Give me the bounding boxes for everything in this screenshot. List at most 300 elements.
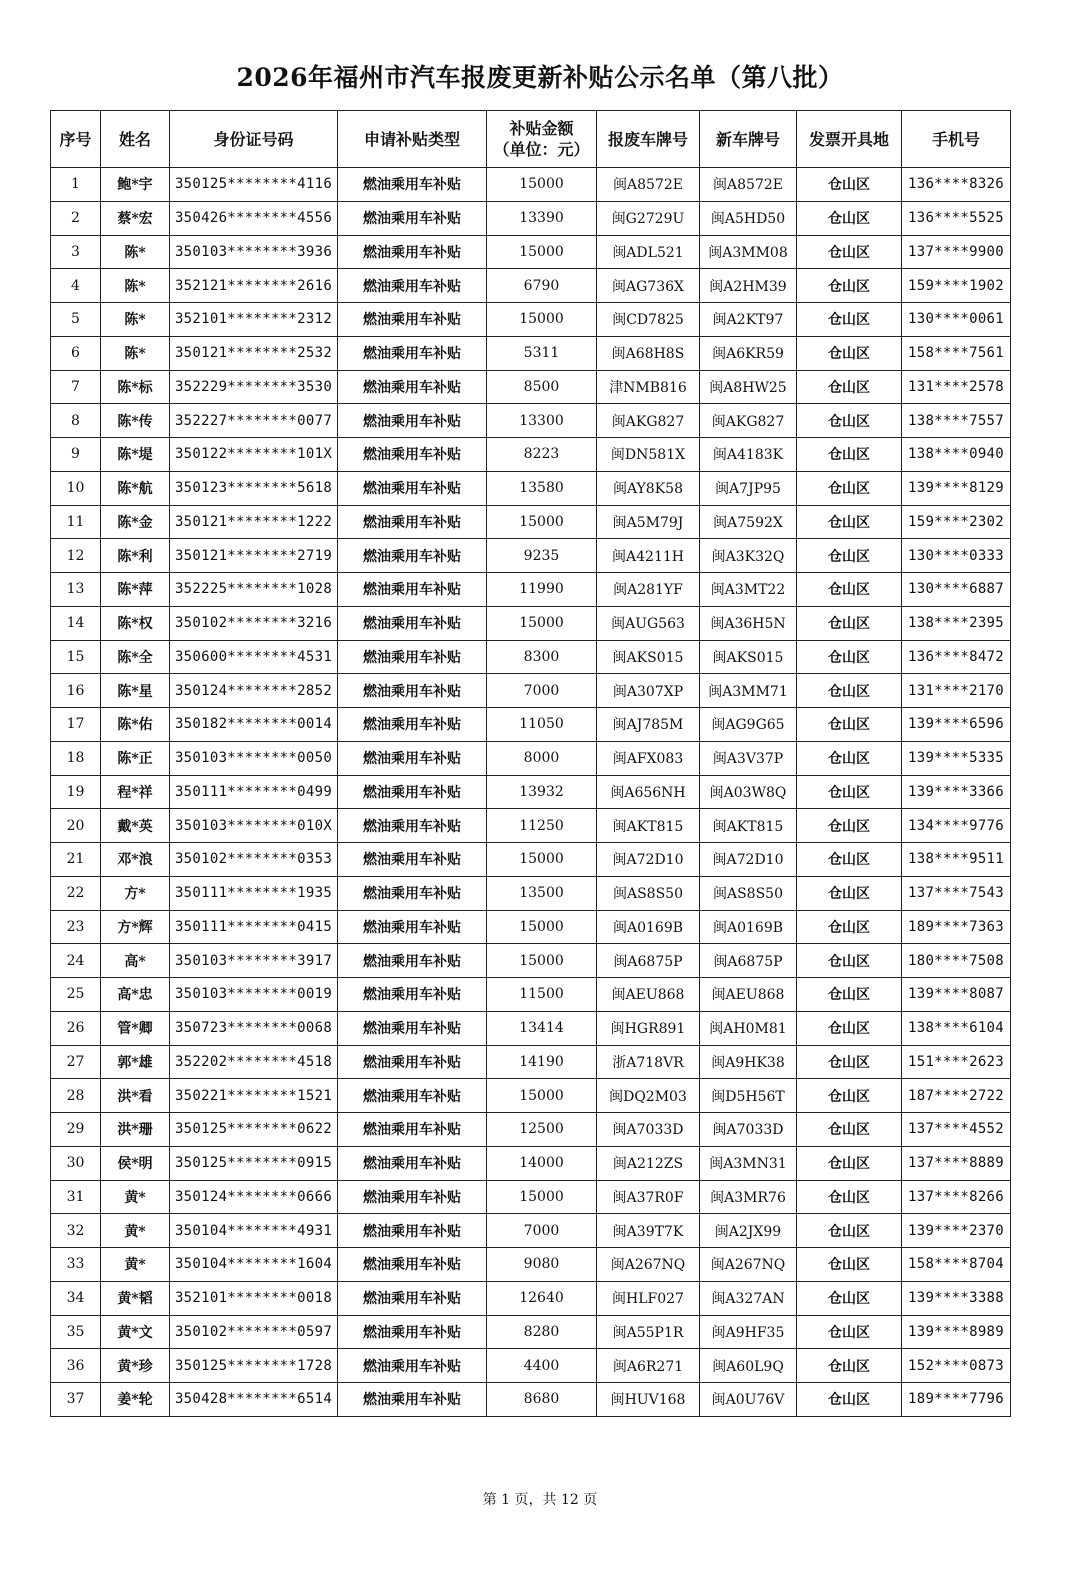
- old-plate-cell: 闽AG736X: [597, 269, 700, 303]
- phone-cell: 139****5335: [902, 741, 1011, 775]
- new-plate-cell: 闽A2JX99: [700, 1214, 797, 1248]
- name-cell: 陈*传: [101, 404, 170, 438]
- new-plate-cell: 闽A9HK38: [700, 1045, 797, 1079]
- old-plate-cell: 闽A55P1R: [597, 1315, 700, 1349]
- subsidy-type-cell: 燃油乘用车补贴: [338, 235, 487, 269]
- invoice-place-cell: 仓山区: [797, 471, 902, 505]
- subsidy-type-cell: 燃油乘用车补贴: [338, 1045, 487, 1079]
- amount-cell: 6790: [487, 269, 597, 303]
- old-plate-cell: 闽AUG563: [597, 606, 700, 640]
- invoice-place-cell: 仓山区: [797, 809, 902, 843]
- amount-cell: 8500: [487, 370, 597, 404]
- phone-cell: 136****8472: [902, 640, 1011, 674]
- old-plate-cell: 闽A5M79J: [597, 505, 700, 539]
- table-row: [51, 809, 1011, 843]
- name-cell: 邓*浪: [101, 843, 170, 877]
- new-plate-cell: 闽A0169B: [700, 910, 797, 944]
- name-cell: 侯*明: [101, 1146, 170, 1180]
- phone-cell: 130****0333: [902, 539, 1011, 573]
- subsidy-type-cell: 燃油乘用车补贴: [338, 606, 487, 640]
- id-number-cell: 350104********1604: [170, 1248, 338, 1282]
- amount-cell: 8000: [487, 741, 597, 775]
- new-plate-cell: 闽AS8S50: [700, 876, 797, 910]
- seq-cell: 29: [51, 1113, 101, 1147]
- table-row: [51, 944, 1011, 978]
- phone-cell: 130****0061: [902, 303, 1011, 337]
- header-invoice-place: 发票开具地: [797, 111, 902, 168]
- table-header-row: [51, 111, 1011, 168]
- table-row: [51, 1180, 1011, 1214]
- new-plate-cell: 闽A267NQ: [700, 1248, 797, 1282]
- table-row: [51, 471, 1011, 505]
- header-phone: 手机号: [902, 111, 1011, 168]
- phone-cell: 139****6596: [902, 708, 1011, 742]
- phone-cell: 134****9776: [902, 809, 1011, 843]
- seq-cell: 35: [51, 1315, 101, 1349]
- amount-cell: 15000: [487, 235, 597, 269]
- seq-cell: 1: [51, 168, 101, 202]
- name-cell: 陈*佑: [101, 708, 170, 742]
- new-plate-cell: 闽A3K32Q: [700, 539, 797, 573]
- name-cell: 程*祥: [101, 775, 170, 809]
- new-plate-cell: 闽A3V37P: [700, 741, 797, 775]
- id-number-cell: 350102********3216: [170, 606, 338, 640]
- name-cell: 陈*航: [101, 471, 170, 505]
- name-cell: 高*忠: [101, 978, 170, 1012]
- new-plate-cell: 闽A7592X: [700, 505, 797, 539]
- subsidy-type-cell: 燃油乘用车补贴: [338, 539, 487, 573]
- phone-cell: 136****5525: [902, 201, 1011, 235]
- table-row: [51, 1315, 1011, 1349]
- old-plate-cell: 闽A281YF: [597, 573, 700, 607]
- seq-cell: 7: [51, 370, 101, 404]
- amount-cell: 8680: [487, 1383, 597, 1417]
- old-plate-cell: 闽A267NQ: [597, 1248, 700, 1282]
- seq-cell: 11: [51, 505, 101, 539]
- invoice-place-cell: 仓山区: [797, 843, 902, 877]
- table-row: [51, 539, 1011, 573]
- old-plate-cell: 闽A68H8S: [597, 336, 700, 370]
- table-row: [51, 978, 1011, 1012]
- seq-cell: 6: [51, 336, 101, 370]
- subsidy-type-cell: 燃油乘用车补贴: [338, 269, 487, 303]
- old-plate-cell: 闽A72D10: [597, 843, 700, 877]
- id-number-cell: 350103********010X: [170, 809, 338, 843]
- subsidy-type-cell: 燃油乘用车补贴: [338, 168, 487, 202]
- name-cell: 陈*正: [101, 741, 170, 775]
- new-plate-cell: 闽AKG827: [700, 404, 797, 438]
- old-plate-cell: 闽A6875P: [597, 944, 700, 978]
- subsidy-type-cell: 燃油乘用车补贴: [338, 1113, 487, 1147]
- seq-cell: 17: [51, 708, 101, 742]
- name-cell: 陈*全: [101, 640, 170, 674]
- new-plate-cell: 闽A9HF35: [700, 1315, 797, 1349]
- new-plate-cell: 闽A36H5N: [700, 606, 797, 640]
- new-plate-cell: 闽A5HD50: [700, 201, 797, 235]
- amount-cell: 13390: [487, 201, 597, 235]
- amount-cell: 13414: [487, 1011, 597, 1045]
- new-plate-cell: 闽A0U76V: [700, 1383, 797, 1417]
- old-plate-cell: 闽A8572E: [597, 168, 700, 202]
- name-cell: 鲍*宇: [101, 168, 170, 202]
- invoice-place-cell: 仓山区: [797, 944, 902, 978]
- table-row: [51, 1079, 1011, 1113]
- old-plate-cell: 闽DQ2M03: [597, 1079, 700, 1113]
- table-row: [51, 201, 1011, 235]
- phone-cell: 138****6104: [902, 1011, 1011, 1045]
- id-number-cell: 350124********2852: [170, 674, 338, 708]
- invoice-place-cell: 仓山区: [797, 1248, 902, 1282]
- old-plate-cell: 闽AEU868: [597, 978, 700, 1012]
- seq-cell: 32: [51, 1214, 101, 1248]
- amount-cell: 8280: [487, 1315, 597, 1349]
- invoice-place-cell: 仓山区: [797, 1146, 902, 1180]
- table-row: [51, 1349, 1011, 1383]
- header-name: 姓名: [101, 111, 170, 168]
- phone-cell: 138****9511: [902, 843, 1011, 877]
- table-row: [51, 674, 1011, 708]
- table-row: [51, 708, 1011, 742]
- seq-cell: 22: [51, 876, 101, 910]
- table-row: [51, 1146, 1011, 1180]
- invoice-place-cell: 仓山区: [797, 336, 902, 370]
- new-plate-cell: 闽A60L9Q: [700, 1349, 797, 1383]
- phone-cell: 137****7543: [902, 876, 1011, 910]
- seq-cell: 36: [51, 1349, 101, 1383]
- amount-cell: 5311: [487, 336, 597, 370]
- header-old-plate: 报废车牌号: [597, 111, 700, 168]
- header-amount: 补贴金额 （单位：元）: [487, 111, 597, 168]
- old-plate-cell: 浙A718VR: [597, 1045, 700, 1079]
- phone-cell: 152****0873: [902, 1349, 1011, 1383]
- amount-cell: 9235: [487, 539, 597, 573]
- id-number-cell: 350428********6514: [170, 1383, 338, 1417]
- id-number-cell: 350103********3936: [170, 235, 338, 269]
- new-plate-cell: 闽A3MR76: [700, 1180, 797, 1214]
- id-number-cell: 350182********0014: [170, 708, 338, 742]
- table-row: [51, 741, 1011, 775]
- amount-cell: 15000: [487, 944, 597, 978]
- id-number-cell: 352227********0077: [170, 404, 338, 438]
- invoice-place-cell: 仓山区: [797, 303, 902, 337]
- phone-cell: 130****6887: [902, 573, 1011, 607]
- table-row: [51, 404, 1011, 438]
- invoice-place-cell: 仓山区: [797, 978, 902, 1012]
- new-plate-cell: 闽A3MM71: [700, 674, 797, 708]
- id-number-cell: 350125********1728: [170, 1349, 338, 1383]
- name-cell: 黄*文: [101, 1315, 170, 1349]
- invoice-place-cell: 仓山区: [797, 1281, 902, 1315]
- seq-cell: 12: [51, 539, 101, 573]
- invoice-place-cell: 仓山区: [797, 505, 902, 539]
- invoice-place-cell: 仓山区: [797, 438, 902, 472]
- phone-cell: 189****7363: [902, 910, 1011, 944]
- old-plate-cell: 闽A212ZS: [597, 1146, 700, 1180]
- id-number-cell: 350122********101X: [170, 438, 338, 472]
- old-plate-cell: 闽AKT815: [597, 809, 700, 843]
- id-number-cell: 352101********2312: [170, 303, 338, 337]
- old-plate-cell: 闽A4211H: [597, 539, 700, 573]
- amount-cell: 8300: [487, 640, 597, 674]
- old-plate-cell: 津NMB816: [597, 370, 700, 404]
- old-plate-cell: 闽A7033D: [597, 1113, 700, 1147]
- id-number-cell: 350103********0050: [170, 741, 338, 775]
- phone-cell: 139****2370: [902, 1214, 1011, 1248]
- new-plate-cell: 闽AG9G65: [700, 708, 797, 742]
- id-number-cell: 350121********2719: [170, 539, 338, 573]
- seq-cell: 18: [51, 741, 101, 775]
- id-number-cell: 350111********0499: [170, 775, 338, 809]
- table-row: [51, 1281, 1011, 1315]
- name-cell: 方*: [101, 876, 170, 910]
- phone-cell: 137****9900: [902, 235, 1011, 269]
- subsidy-type-cell: 燃油乘用车补贴: [338, 201, 487, 235]
- amount-cell: 11500: [487, 978, 597, 1012]
- new-plate-cell: 闽A2HM39: [700, 269, 797, 303]
- amount-cell: 15000: [487, 505, 597, 539]
- id-number-cell: 350600********4531: [170, 640, 338, 674]
- amount-cell: 15000: [487, 303, 597, 337]
- amount-cell: 4400: [487, 1349, 597, 1383]
- name-cell: 陈*萍: [101, 573, 170, 607]
- phone-cell: 137****8266: [902, 1180, 1011, 1214]
- seq-cell: 5: [51, 303, 101, 337]
- phone-cell: 137****8889: [902, 1146, 1011, 1180]
- invoice-place-cell: 仓山区: [797, 168, 902, 202]
- id-number-cell: 350121********1222: [170, 505, 338, 539]
- invoice-place-cell: 仓山区: [797, 741, 902, 775]
- amount-cell: 13932: [487, 775, 597, 809]
- name-cell: 方*辉: [101, 910, 170, 944]
- name-cell: 陈*星: [101, 674, 170, 708]
- subsidy-type-cell: 燃油乘用车补贴: [338, 1180, 487, 1214]
- amount-cell: 9080: [487, 1248, 597, 1282]
- subsidy-type-cell: 燃油乘用车补贴: [338, 809, 487, 843]
- name-cell: 管*卿: [101, 1011, 170, 1045]
- invoice-place-cell: 仓山区: [797, 1045, 902, 1079]
- phone-cell: 158****8704: [902, 1248, 1011, 1282]
- phone-cell: 139****8989: [902, 1315, 1011, 1349]
- subsidy-type-cell: 燃油乘用车补贴: [338, 1214, 487, 1248]
- subsidy-type-cell: 燃油乘用车补贴: [338, 1146, 487, 1180]
- seq-cell: 30: [51, 1146, 101, 1180]
- new-plate-cell: 闽A6KR59: [700, 336, 797, 370]
- new-plate-cell: 闽AEU868: [700, 978, 797, 1012]
- subsidy-type-cell: 燃油乘用车补贴: [338, 843, 487, 877]
- id-number-cell: 350125********0622: [170, 1113, 338, 1147]
- phone-cell: 138****7557: [902, 404, 1011, 438]
- subsidy-type-cell: 燃油乘用车补贴: [338, 370, 487, 404]
- amount-cell: 15000: [487, 843, 597, 877]
- seq-cell: 27: [51, 1045, 101, 1079]
- id-number-cell: 350103********0019: [170, 978, 338, 1012]
- new-plate-cell: 闽A72D10: [700, 843, 797, 877]
- invoice-place-cell: 仓山区: [797, 1383, 902, 1417]
- name-cell: 黄*: [101, 1248, 170, 1282]
- phone-cell: 139****3388: [902, 1281, 1011, 1315]
- seq-cell: 28: [51, 1079, 101, 1113]
- seq-cell: 23: [51, 910, 101, 944]
- seq-cell: 13: [51, 573, 101, 607]
- new-plate-cell: 闽A327AN: [700, 1281, 797, 1315]
- amount-cell: 13300: [487, 404, 597, 438]
- name-cell: 陈*权: [101, 606, 170, 640]
- id-number-cell: 350102********0597: [170, 1315, 338, 1349]
- new-plate-cell: 闽A6875P: [700, 944, 797, 978]
- amount-cell: 15000: [487, 606, 597, 640]
- id-number-cell: 350124********0666: [170, 1180, 338, 1214]
- name-cell: 黄*: [101, 1180, 170, 1214]
- header-new-plate: 新车牌号: [700, 111, 797, 168]
- id-number-cell: 350125********4116: [170, 168, 338, 202]
- subsidy-type-cell: 燃油乘用车补贴: [338, 471, 487, 505]
- seq-cell: 8: [51, 404, 101, 438]
- phone-cell: 151****2623: [902, 1045, 1011, 1079]
- table-row: [51, 1011, 1011, 1045]
- seq-cell: 10: [51, 471, 101, 505]
- amount-cell: 14000: [487, 1146, 597, 1180]
- invoice-place-cell: 仓山区: [797, 1214, 902, 1248]
- id-number-cell: 350111********1935: [170, 876, 338, 910]
- name-cell: 陈*标: [101, 370, 170, 404]
- phone-cell: 159****2302: [902, 505, 1011, 539]
- name-cell: 黄*珍: [101, 1349, 170, 1383]
- new-plate-cell: 闽A7033D: [700, 1113, 797, 1147]
- phone-cell: 139****8129: [902, 471, 1011, 505]
- id-number-cell: 350221********1521: [170, 1079, 338, 1113]
- invoice-place-cell: 仓山区: [797, 876, 902, 910]
- subsidy-type-cell: 燃油乘用车补贴: [338, 1079, 487, 1113]
- amount-cell: 13580: [487, 471, 597, 505]
- phone-cell: 131****2170: [902, 674, 1011, 708]
- amount-cell: 7000: [487, 674, 597, 708]
- invoice-place-cell: 仓山区: [797, 674, 902, 708]
- subsidy-table: [50, 110, 1011, 1417]
- name-cell: 姜*轮: [101, 1383, 170, 1417]
- seq-cell: 33: [51, 1248, 101, 1282]
- subsidy-type-cell: 燃油乘用车补贴: [338, 674, 487, 708]
- phone-cell: 158****7561: [902, 336, 1011, 370]
- name-cell: 郭*雄: [101, 1045, 170, 1079]
- id-number-cell: 350103********3917: [170, 944, 338, 978]
- subsidy-type-cell: 燃油乘用车补贴: [338, 944, 487, 978]
- subsidy-type-cell: 燃油乘用车补贴: [338, 1383, 487, 1417]
- seq-cell: 31: [51, 1180, 101, 1214]
- subsidy-type-cell: 燃油乘用车补贴: [338, 505, 487, 539]
- header-seq: 序号: [51, 111, 101, 168]
- amount-cell: 7000: [487, 1214, 597, 1248]
- amount-cell: 15000: [487, 1079, 597, 1113]
- id-number-cell: 352121********2616: [170, 269, 338, 303]
- table-row: [51, 1045, 1011, 1079]
- old-plate-cell: 闽AKG827: [597, 404, 700, 438]
- table-row: [51, 269, 1011, 303]
- subsidy-type-cell: 燃油乘用车补贴: [338, 876, 487, 910]
- amount-cell: 15000: [487, 910, 597, 944]
- new-plate-cell: 闽AH0M81: [700, 1011, 797, 1045]
- table-row: [51, 168, 1011, 202]
- id-number-cell: 350111********0415: [170, 910, 338, 944]
- subsidy-type-cell: 燃油乘用车补贴: [338, 336, 487, 370]
- invoice-place-cell: 仓山区: [797, 1349, 902, 1383]
- table-row: [51, 1383, 1011, 1417]
- name-cell: 蔡*宏: [101, 201, 170, 235]
- amount-cell: 14190: [487, 1045, 597, 1079]
- subsidy-type-cell: 燃油乘用车补贴: [338, 741, 487, 775]
- phone-cell: 131****2578: [902, 370, 1011, 404]
- header-id-number: 身份证号码: [170, 111, 338, 168]
- old-plate-cell: 闽CD7825: [597, 303, 700, 337]
- new-plate-cell: 闽A8572E: [700, 168, 797, 202]
- invoice-place-cell: 仓山区: [797, 269, 902, 303]
- id-number-cell: 352202********4518: [170, 1045, 338, 1079]
- name-cell: 陈*: [101, 303, 170, 337]
- invoice-place-cell: 仓山区: [797, 910, 902, 944]
- subsidy-type-cell: 燃油乘用车补贴: [338, 303, 487, 337]
- subsidy-type-cell: 燃油乘用车补贴: [338, 1248, 487, 1282]
- subsidy-type-cell: 燃油乘用车补贴: [338, 404, 487, 438]
- phone-cell: 159****1902: [902, 269, 1011, 303]
- seq-cell: 34: [51, 1281, 101, 1315]
- subsidy-type-cell: 燃油乘用车补贴: [338, 708, 487, 742]
- amount-cell: 13500: [487, 876, 597, 910]
- amount-cell: 11250: [487, 809, 597, 843]
- id-number-cell: 352225********1028: [170, 573, 338, 607]
- name-cell: 黄*韬: [101, 1281, 170, 1315]
- old-plate-cell: 闽AKS015: [597, 640, 700, 674]
- phone-cell: 138****0940: [902, 438, 1011, 472]
- name-cell: 陈*: [101, 336, 170, 370]
- old-plate-cell: 闽ADL521: [597, 235, 700, 269]
- new-plate-cell: 闽A4183K: [700, 438, 797, 472]
- phone-cell: 189****7796: [902, 1383, 1011, 1417]
- seq-cell: 14: [51, 606, 101, 640]
- seq-cell: 19: [51, 775, 101, 809]
- new-plate-cell: 闽A3MM08: [700, 235, 797, 269]
- table-row: [51, 336, 1011, 370]
- invoice-place-cell: 仓山区: [797, 1011, 902, 1045]
- seq-cell: 20: [51, 809, 101, 843]
- name-cell: 陈*: [101, 269, 170, 303]
- seq-cell: 21: [51, 843, 101, 877]
- old-plate-cell: 闽AY8K58: [597, 471, 700, 505]
- id-number-cell: 350723********0068: [170, 1011, 338, 1045]
- invoice-place-cell: 仓山区: [797, 370, 902, 404]
- old-plate-cell: 闽G2729U: [597, 201, 700, 235]
- subsidy-type-cell: 燃油乘用车补贴: [338, 438, 487, 472]
- seq-cell: 24: [51, 944, 101, 978]
- id-number-cell: 350426********4556: [170, 201, 338, 235]
- table-row: [51, 1113, 1011, 1147]
- phone-cell: 139****3366: [902, 775, 1011, 809]
- subsidy-type-cell: 燃油乘用车补贴: [338, 1281, 487, 1315]
- seq-cell: 25: [51, 978, 101, 1012]
- old-plate-cell: 闽AJ785M: [597, 708, 700, 742]
- invoice-place-cell: 仓山区: [797, 235, 902, 269]
- name-cell: 高*: [101, 944, 170, 978]
- invoice-place-cell: 仓山区: [797, 573, 902, 607]
- phone-cell: 137****4552: [902, 1113, 1011, 1147]
- phone-cell: 136****8326: [902, 168, 1011, 202]
- page-footer: 第 1 页，共 12 页: [482, 1492, 598, 1508]
- subsidy-type-cell: 燃油乘用车补贴: [338, 978, 487, 1012]
- name-cell: 陈*堤: [101, 438, 170, 472]
- seq-cell: 26: [51, 1011, 101, 1045]
- subsidy-type-cell: 燃油乘用车补贴: [338, 1349, 487, 1383]
- name-cell: 戴*英: [101, 809, 170, 843]
- id-number-cell: 350123********5618: [170, 471, 338, 505]
- phone-cell: 138****2395: [902, 606, 1011, 640]
